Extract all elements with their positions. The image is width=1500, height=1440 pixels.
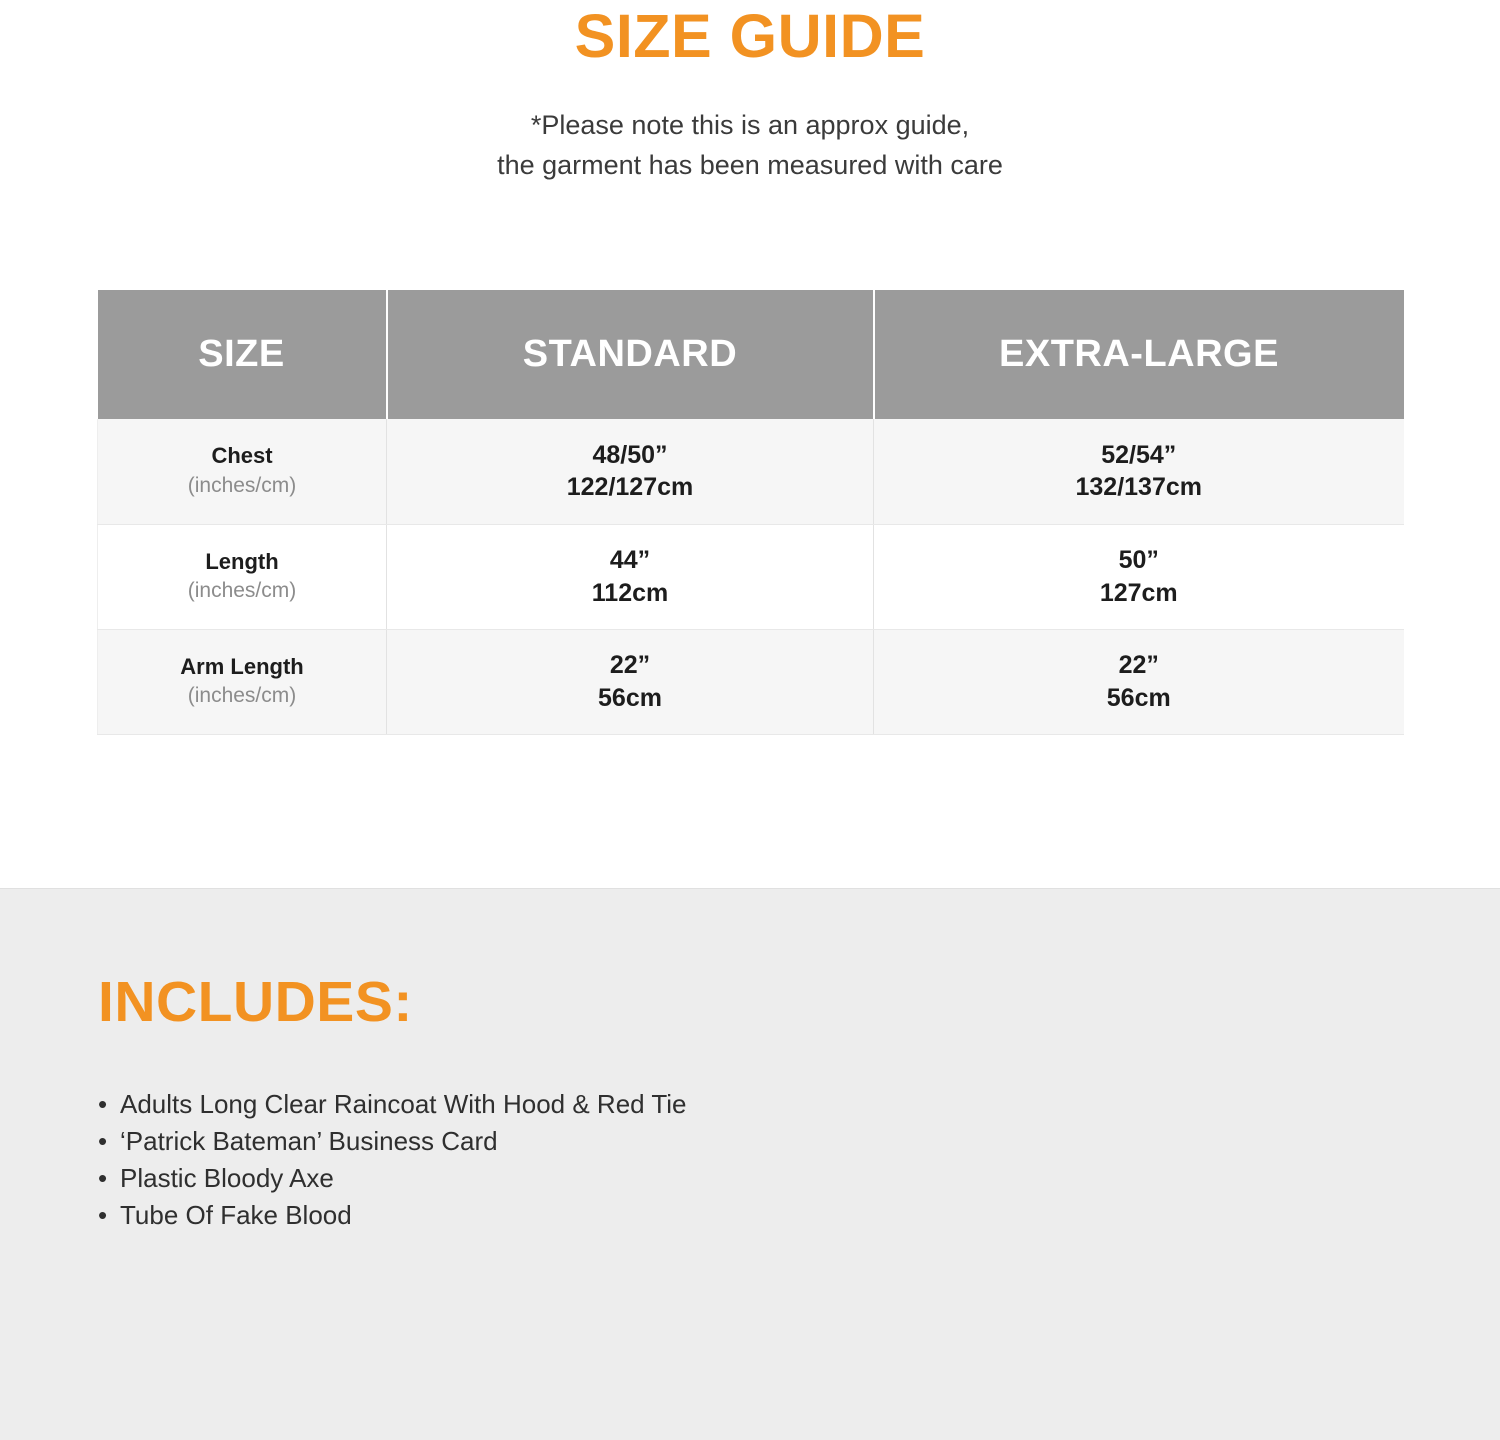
list-item: [98, 1160, 687, 1197]
table-row: [98, 629, 1404, 734]
row-standard-cell-arm-length: [387, 629, 874, 734]
bullet-icon: •: [98, 1089, 108, 1119]
row-standard-cell-chest: [387, 419, 874, 524]
includes-panel: [0, 888, 1500, 1440]
page-subtitle: [0, 106, 1500, 186]
list-item: [98, 1086, 687, 1123]
includes-title: INCLUDES:: [98, 970, 413, 1034]
list-item-label: ‘Patrick Bateman’ Business Card: [120, 1125, 498, 1156]
row-units: (inches/cm): [187, 579, 297, 603]
table-row: [98, 524, 1404, 629]
row-label: Chest: [211, 443, 273, 469]
row-label-cell-arm-length: [98, 629, 387, 734]
column-header-extra-large: EXTRA-LARGE: [874, 290, 1404, 419]
bullet-icon: •: [98, 1125, 108, 1156]
value-inches: 22”: [609, 651, 651, 679]
value-cm: 122/127cm: [566, 473, 694, 502]
row-standard-cell-length: [387, 524, 874, 629]
column-header-standard: STANDARD: [387, 290, 874, 419]
size-table-head: [98, 290, 1404, 419]
row-label: Length: [205, 548, 279, 574]
row-extra-large-cell-chest: [874, 419, 1404, 524]
bullet-icon: •: [98, 1199, 108, 1230]
value-cm: 56cm: [1106, 683, 1171, 712]
value-inches: 44”: [609, 546, 651, 574]
value-inches: 48/50”: [592, 440, 668, 469]
row-units: (inches/cm): [187, 684, 297, 708]
value-cm: 56cm: [598, 683, 662, 712]
row-label: Arm Length: [180, 653, 304, 679]
value-cm: 112cm: [591, 578, 669, 607]
list-item: [98, 1123, 687, 1160]
value-inches: 22”: [1118, 651, 1159, 679]
row-label-cell-chest: [98, 419, 387, 524]
value-inches: 50”: [1118, 546, 1159, 574]
list-item-label: Tube Of Fake Blood: [120, 1199, 352, 1230]
table-row: [98, 419, 1404, 524]
subtitle-line-1: *Please note this is an approx guide,: [530, 110, 970, 141]
value-cm: 127cm: [1099, 578, 1178, 607]
list-item-label: Adults Long Clear Raincoat With Hood & Red Tie: [120, 1089, 687, 1119]
list-item: [98, 1197, 687, 1234]
value-inches: 52/54”: [1101, 440, 1177, 469]
row-label-cell-length: [98, 524, 387, 629]
bullet-icon: •: [98, 1162, 108, 1193]
column-header-size: SIZE: [98, 290, 387, 419]
row-extra-large-cell-length: [874, 524, 1404, 629]
subtitle-line-2: the garment has been measured with care: [497, 150, 1003, 180]
table-header-row: [98, 290, 1404, 419]
row-extra-large-cell-arm-length: [874, 629, 1404, 734]
row-units: (inches/cm): [187, 473, 297, 497]
list-item-label: Plastic Bloody Axe: [120, 1162, 334, 1193]
size-table-container: [97, 290, 1403, 735]
page-title: SIZE GUIDE: [574, 2, 926, 70]
includes-list: [98, 1086, 687, 1234]
size-table: [97, 290, 1404, 735]
value-cm: 132/137cm: [1075, 473, 1202, 502]
size-table-body: [98, 419, 1404, 734]
page-header: [0, 0, 1500, 186]
